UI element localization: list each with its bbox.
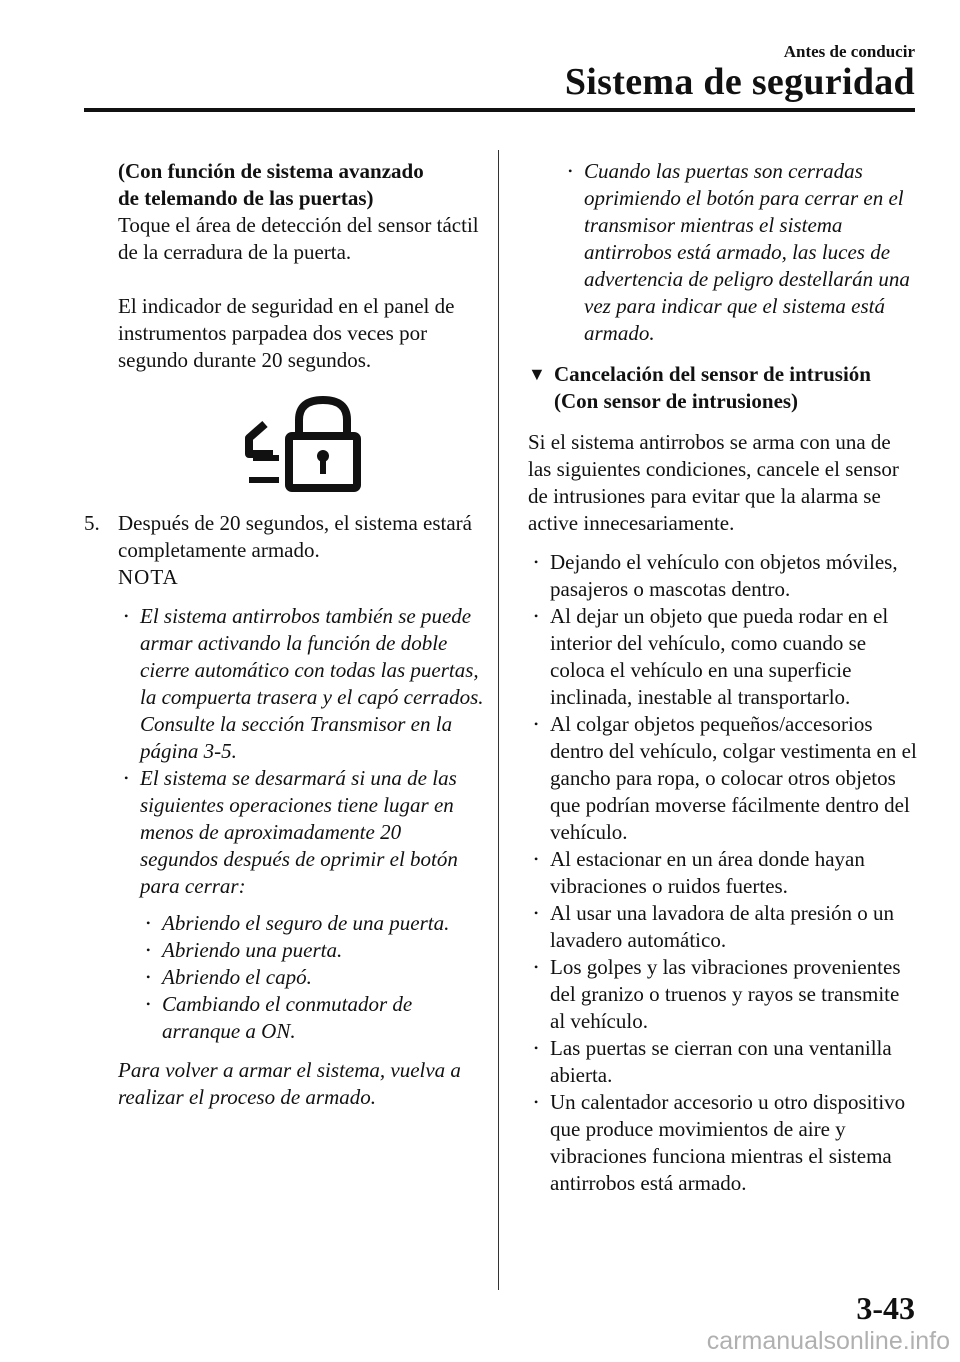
list-item: • Dejando el vehículo con objetos móviles, pasajeros o mascotas dentro. <box>528 549 918 603</box>
security-lock-indicator-icon <box>239 396 363 492</box>
column-divider <box>498 150 499 1290</box>
sub-item: • Abriendo una puerta. <box>140 937 484 964</box>
header-title: Sistema de seguridad <box>564 61 915 103</box>
sub-item: • Abriendo el capó. <box>140 964 484 991</box>
sub-item: • Abriendo el seguro de una puerta. <box>140 910 484 937</box>
step-number: 5. <box>84 511 100 535</box>
section-intro: Si el sistema antirrobos se arma con una de las siguientes condiciones, cancele el sensor de intrusiones para evitar que la alarma se active innecesariamente. <box>528 430 899 535</box>
left-column <box>84 158 484 1111</box>
triangle-down-icon: ▼ <box>528 364 546 384</box>
section-heading-line-2: (Con sensor de intrusiones) <box>554 389 799 413</box>
list-item: • Al colgar objetos pequeños/accesorios dentro del vehículo, colgar vestimenta en el gancho para ropa, o colocar otros objetos que podrían moverse fácilmente dentro del vehículo. <box>528 711 918 846</box>
intro-heading-line-2: de telemando de las puertas) <box>118 186 374 210</box>
list-item: • Al estacionar en un área donde hayan vibraciones o ruidos fuertes. <box>528 846 918 900</box>
step-5 <box>84 510 484 564</box>
right-column <box>528 158 918 1197</box>
list-item: • Las puertas se cierran con una ventanilla abierta. <box>528 1035 918 1089</box>
note-reference: Consulte la sección Transmisor en la página 3-5. <box>140 712 453 763</box>
header-section-label: Antes de conducir <box>783 42 915 61</box>
note-item: • Cuando las puertas son cerradas oprimiendo el botón para cerrar en el transmisor mientras el sistema antirrobos está armado, las luces de advertencia de peligro destellarán una vez para indicar que el sistema está armado. <box>562 158 918 347</box>
indicator-text: El indicador de seguridad en el panel de instrumentos parpadea dos veces por segundo durante 20 segundos. <box>118 294 455 372</box>
security-indicator-figure <box>118 384 484 504</box>
section-heading-line-1: Cancelación del sensor de intrusión <box>554 362 871 386</box>
list-item: • Los golpes y las vibraciones provenientes del granizo o truenos y rayos se transmite al vehículo. <box>528 954 918 1035</box>
rearm-text: Para volver a armar el sistema, vuelva a realizar el proceso de armado. <box>118 1058 461 1109</box>
note-label: NOTA <box>118 565 179 589</box>
note-item: • El sistema antirrobos también se puede armar activando la función de doble cierre automático con todas las puertas, la compuerta trasera y el capó cerrados. <box>118 603 484 711</box>
header-rule <box>84 108 915 112</box>
watermark: carmanualsonline.info <box>706 1327 950 1355</box>
section-heading <box>528 361 918 415</box>
list-item: • Al dejar un objeto que pueda rodar en el interior del vehículo, como cuando se coloca el vehículo en una superficie inclinada, inestable al transportarlo. <box>528 603 918 711</box>
step-text: Después de 20 segundos, el sistema estará completamente armado. <box>118 511 472 562</box>
page-number: 3-43 <box>856 1290 915 1326</box>
sub-item: • Cambiando el conmutador de arranque a ON. <box>140 991 484 1045</box>
intro-heading-line-1: (Con función de sistema avanzado <box>118 159 424 183</box>
list-item: • Un calentador accesorio u otro dispositivo que produce movimientos de aire y vibraciones funciona mientras el sistema antirrobos está armado. <box>528 1089 918 1197</box>
intro-text: Toque el área de detección del sensor táctil de la cerradura de la puerta. <box>118 213 479 264</box>
note-item: • El sistema se desarmará si una de las siguientes operaciones tiene lugar en menos de aproximadamente 20 segundos después de oprimir el botón para cerrar: <box>118 765 484 900</box>
list-item: • Al usar una lavadora de alta presión o un lavadero automático. <box>528 900 918 954</box>
